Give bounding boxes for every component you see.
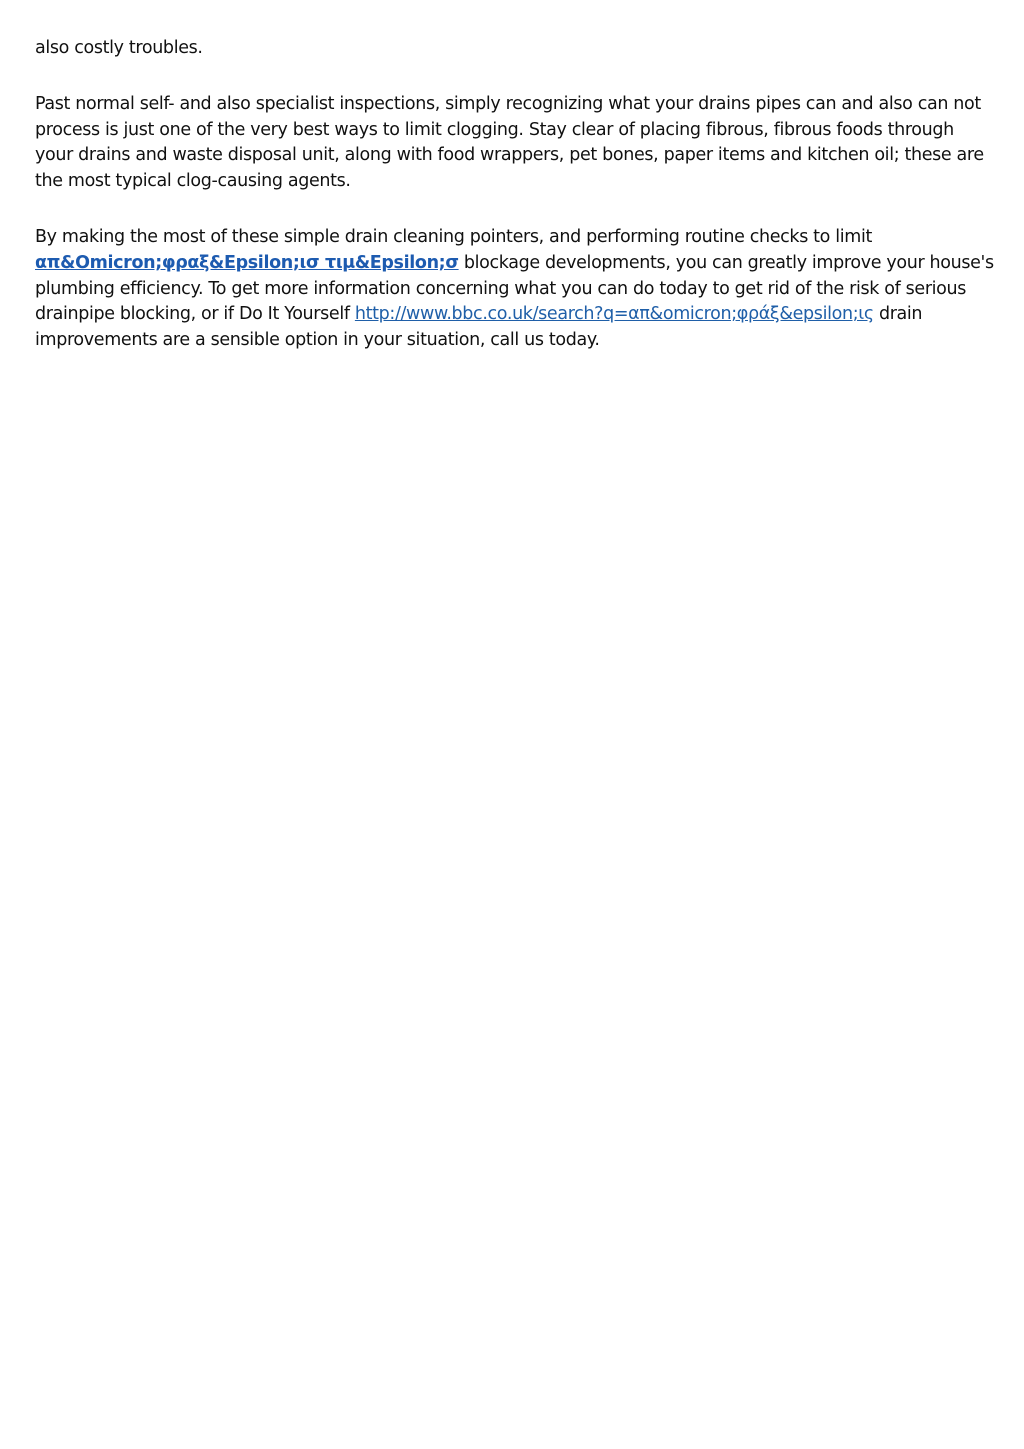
paragraph-3 [35,225,995,354]
paragraph-2 [35,92,995,195]
document-body [35,36,995,384]
bbc-search-link[interactable]: http://www.bbc.co.uk/search?q=απ&omicron;φράξ&epsilon;ις [354,304,874,325]
paragraph-1 [35,36,995,62]
paragraph-3-text-middle: blockage developments, you can greatly improve your house's plumbing efficiency. To get more information concerning what you can do today to get rid of the risk of serious drainpipe blocking, or if Do It Yourself [35,252,994,325]
paragraph-3-text-start: By making the most of these simple drain cleaning pointers, and performing routine checks to limit [35,226,873,247]
paragraph-3-text-end: drain improvements are a sensible option in your situation, call us today. [35,304,923,351]
paragraph-1-text: also costly troubles. [35,38,203,58]
greek-keyword-link[interactable]: απ&Omicron;φραξ&Epsilon;ισ τιμ&Epsilon;σ [35,252,459,273]
paragraph-2-text: Past normal self- and also specialist inspections, simply recognizing what your drains pipes can and also can not process is just one of the very best ways to limit clogging. Stay clear of placing fibrous, fibrous foods through your drains and waste disposal unit, along with food wrappers, pet bones, paper items and kitchen oil; these are the most typical clog-causing agents. [35,93,984,192]
